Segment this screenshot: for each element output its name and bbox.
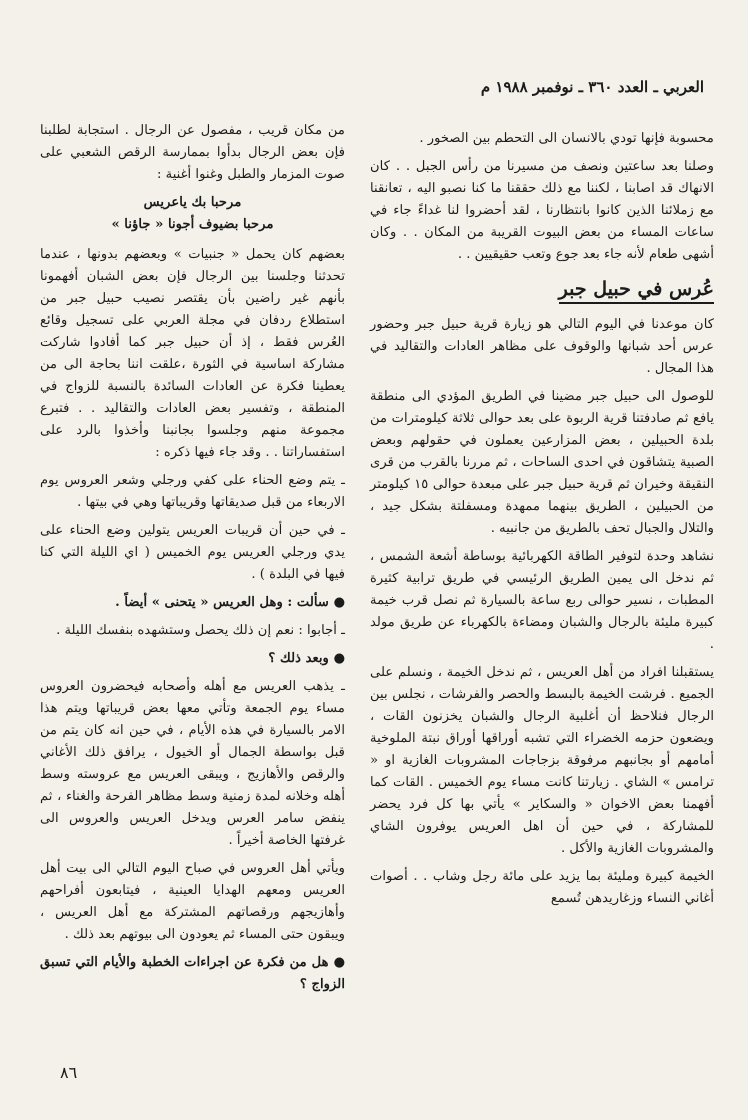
song-line: مرحبا بضيوف أجونا « جاؤنا » — [111, 217, 274, 232]
right-column — [370, 128, 714, 916]
section-title: عُرس في حبيل جبر — [559, 278, 714, 304]
paragraph: ويأتي أهل العروس في صباح اليوم التالي الى بيت أهل العريس ومعهم الهدايا العينية ، فيتابعون أفراحهم وأهازيجهم ورقصاتهم المشتركة مع أهل العريس ، ويبقون حتى المساء ثم يعودون الى بيوتهم بعد ذلك . — [40, 861, 345, 942]
song-lyrics — [40, 192, 345, 236]
paragraph: محسوبة فإنها تودي بالانسان الى التحطم بين الصخور . — [419, 131, 714, 146]
question: ● وبعد ذلك ؟ — [268, 651, 345, 666]
paragraph: ـ يذهب العريس مع أهله وأصحابه فيحضرون العروس مساء يوم الجمعة وتأتي معها بعض قريباتها ويتم هذا الامر بالسيارة في هذه الأيام ، في حين انه كان يتم من قبل بواسطة الجمال أو الخيول ، يرافق ذلك الأغاني والرقص والأهازيج ، ويبقى العريس مع عروسته وسط أهله وخلانه لمدة زمنية وسط مظاهر الفرحة والغناء ، ثم ينفض سامر العرس ويدخل العريس والعروس الى غرفتها الخاصة أخيراً . — [40, 679, 345, 848]
song-line: مرحبا بك ياعريس — [143, 195, 242, 210]
paragraph: ـ في حين أن قريبات العريس يتولين وضع الحناء على يدي ورجلي العريس يوم الخميس ( اي الليلة التي كنا فيها في البلدة ) . — [40, 523, 345, 582]
question: ● هل من فكرة عن اجراءات الخطبة والأيام التي تسبق الزواج ؟ — [40, 955, 345, 992]
page-number: ٨٦ — [60, 1063, 78, 1082]
paragraph: ـ يتم وضع الحناء على كفي ورجلي وشعر العروس يوم الاربعاء من قبل صديقاتها وقريباتها وهي في بيتها . — [40, 473, 345, 510]
paragraph: نشاهد وحدة لتوفير الطاقة الكهربائية بوساطة أشعة الشمس ، ثم ندخل الى يمين الطريق الرئيسي في طريق ترابية كثيرة المطبات ، نسير حوالى ربع ساعة بالسيارة ثم نصل قرب خيمة كبيرة مليئة بالرجال والشبان ومضاءة بالكهرباء عن طريق مولد . — [370, 549, 714, 652]
paragraph: بعضهم كان يحمل « جنبيات » وبعضهم بدونها ، عندما تحدثنا وجلسنا بين الرجال فإن بعض الشبان أفهمونا بأنهم غير راضين بأن يقتصر نصيب حبيل جبر من استطلاع ردفان في مجلة العربي على تسجيل وقائع العُرس فقط ، إذ أن حبيل جبر كما أفادوا شاركت مشاركة اساسية في الثورة ،علقت اننا بحاجة الى من يعطينا فكرة عن العادات السائدة بالنسبة للزواج في المنطقة ، وتفسير بعض العادات والتقاليد . . فتبرع مجموعة منهم وجلسوا بجانبنا وأخذوا بالرد على استفساراتنا . . وقد جاء فيها ذكره : — [40, 247, 345, 460]
paragraph: للوصول الى حبيل جبر مضينا في الطريق المؤدي الى منطقة يافع ثم صادفتنا قرية الربوة على بعد حوالى ثلاثة كيلومترات من بلدة الحبيلين ، بعض المزارعين يعملون في حقولهم وبعض الصبية يتشاقون في احدى الساحات ، ثم مررنا بالقرب من قرى النقيقة وخيران ثم قرية حبيل جبر على مبعدة حوالى ١٥ كيلومتر من الحبيلين ، الطريق بينهما ممهدة ومسفلتة بشكل جيد ، والتلال والجبال تحف بالطريق من جانبيه . — [370, 389, 715, 536]
left-column — [40, 120, 345, 1002]
answer: ـ أجابوا : نعم إن ذلك يحصل وستشهده بنفسك الليلة . — [56, 623, 345, 638]
paragraph: وصلنا بعد ساعتين ونصف من مسيرنا من رأس الجبل . . كان الانهاك قد اصابنا ، لكننا مع ذلك حققنا ما كنا نصبو اليه ، تعانقنا مع زملائنا الذين كانوا بانتظارنا ، لقد أحضروا لنا غداءً جاء في ساعات المساء من بعض البيوت القريبة من المكان . . وكان أشهى طعام لأنه جاء بعد جوع وتعب حقيقيين . . — [370, 159, 714, 262]
paragraph: الخيمة كبيرة ومليئة بما يزيد على مائة رجل وشاب . . أصوات أغاني النساء وزغاريدهن تُسمع — [370, 869, 714, 906]
question: ● سألت : وهل العريس « يتحنى » أيضاً . — [115, 595, 345, 610]
paragraph: من مكان قريب ، مفصول عن الرجال . استجابة لطلبنا فإن بعض الرجال بدأوا بممارسة الرقص الشعبي على صوت المزمار والطبل وغنوا أغنية : — [40, 123, 345, 182]
paragraph: كان موعدنا في اليوم التالي هو زيارة قرية حبيل جبر وحضور عرس أحد شبانها والوقوف على مظاهر العادات والتقاليد في هذا المجال . — [370, 317, 714, 376]
paragraph: يستقبلنا افراد من أهل العريس ، ثم ندخل الخيمة ، ونسلم على الجميع . فرشت الخيمة بالبسط والحصر والفرشات ، نجلس بين الرجال فنلاحظ أن أغلبية الرجال والشبان يخزنون القات ، ويضعون حزمه الخضراء التي تشبه أوراقها أوراق نبتة الملوخية أمامهم أو بجانبهم مرفوقة بزجاجات المشروبات الغازية او « ترامس » الشاي . زيارتنا كانت مساء يوم الخميس . القات كما أفهمنا بعض الاخوان « والسكاير » يأتي بها كل فرد يحضر للمشاركة ، في حين أن اهل العريس يوفرون الشاي والمشروبات الغازية والأكل . — [370, 665, 714, 856]
running-header: العربي ـ العدد ٣٦٠ ـ نوفمبر ١٩٨٨ م — [480, 78, 704, 96]
